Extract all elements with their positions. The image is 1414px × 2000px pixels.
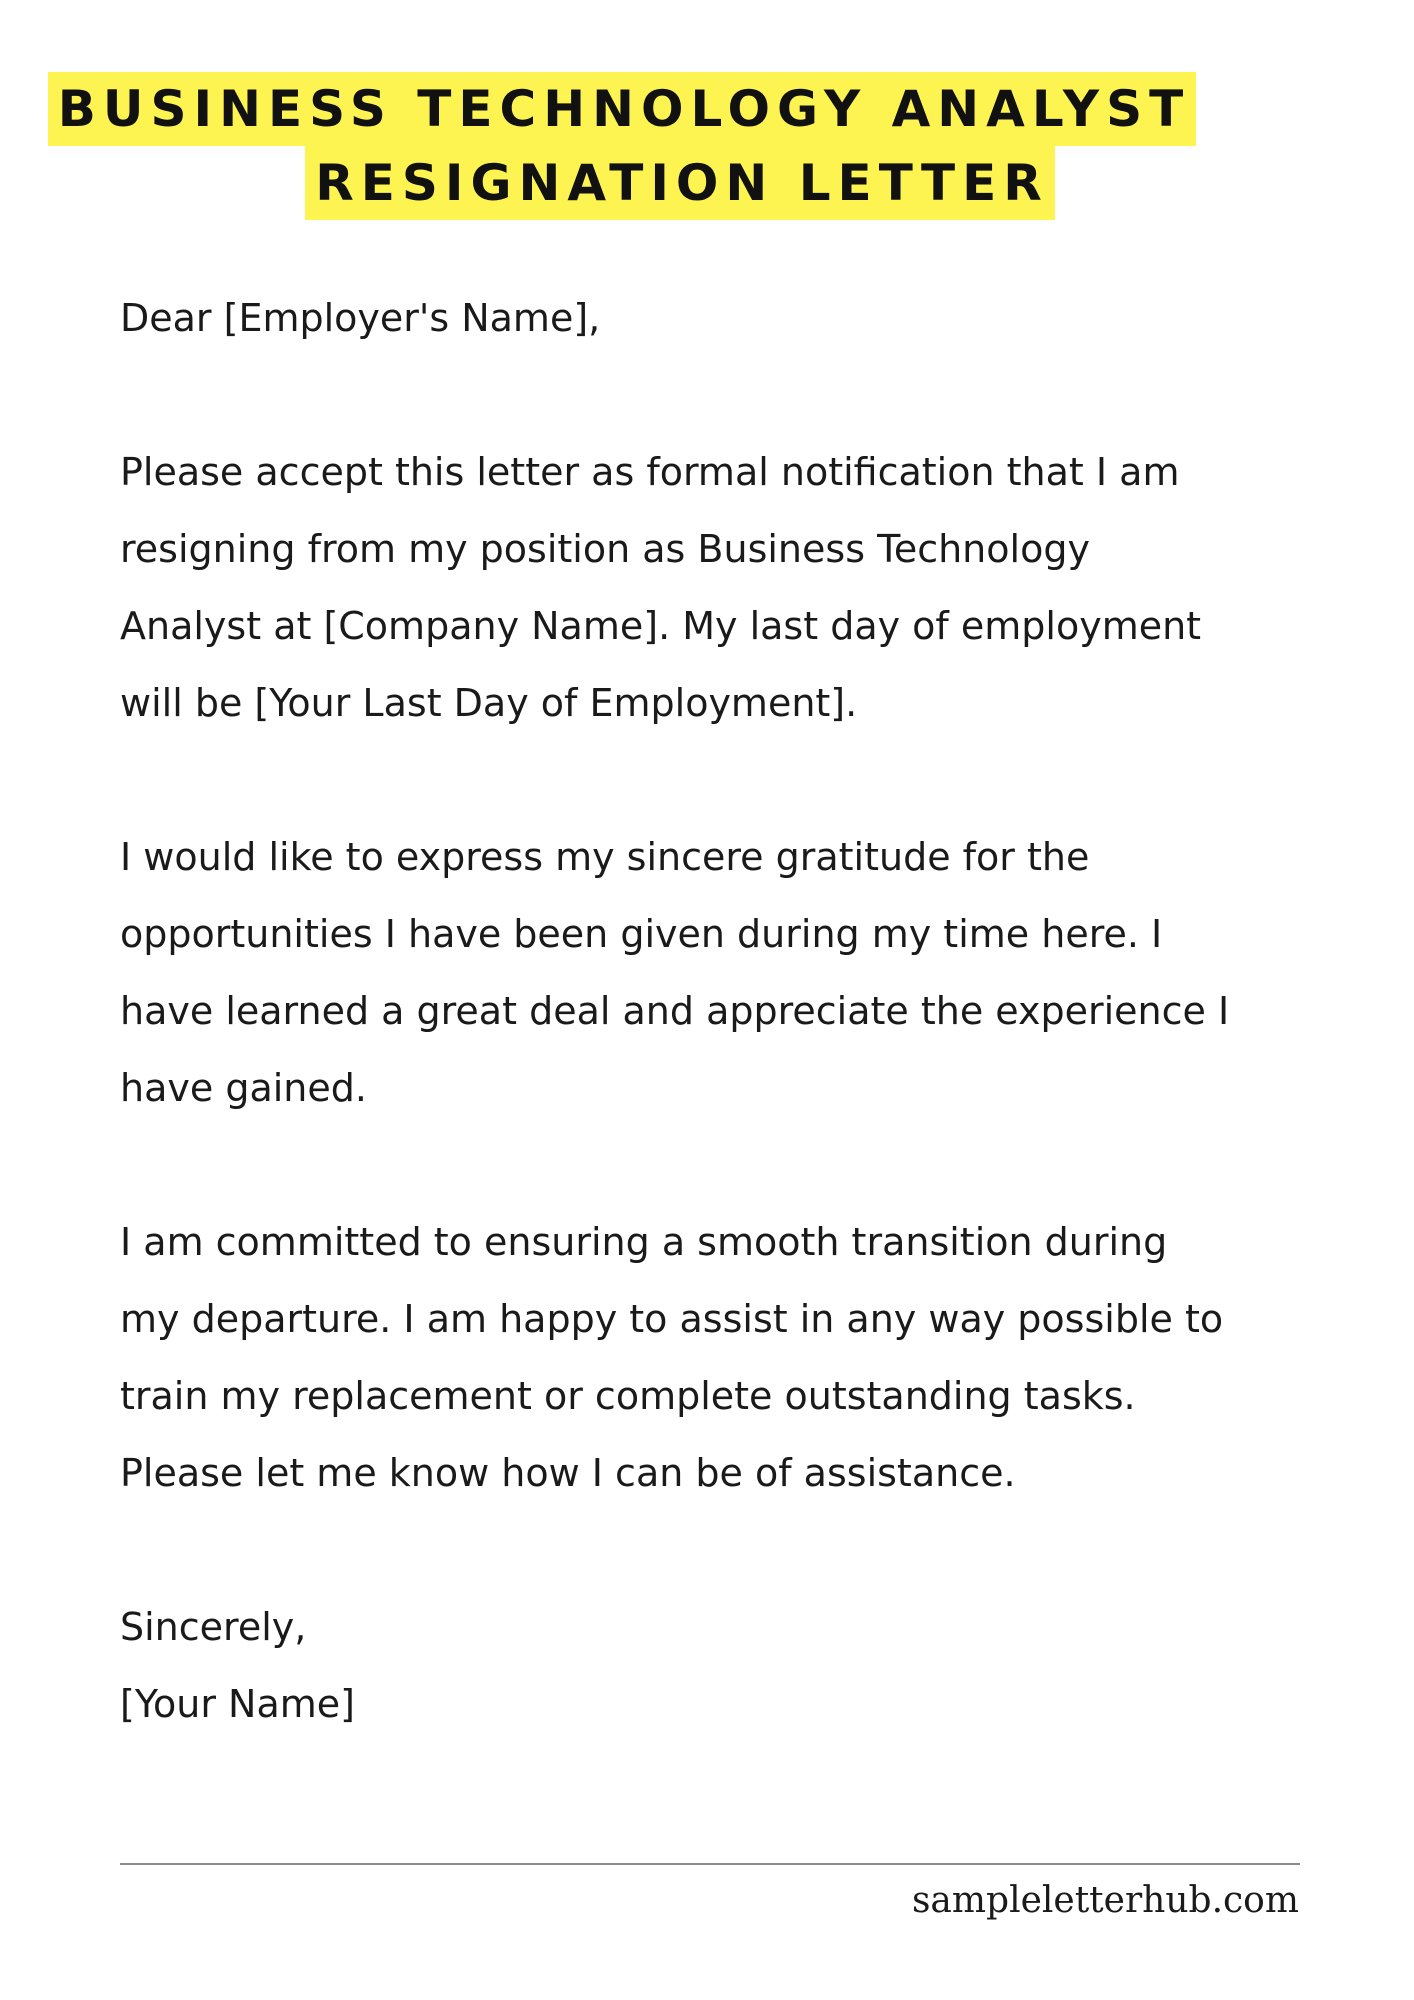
paragraph-transition (120, 1204, 1350, 1512)
paragraph-line: resigning from my position as Business Technology (120, 527, 1090, 571)
title-line-1: BUSINESS TECHNOLOGY ANALYST (48, 72, 1196, 146)
paragraph-line: train my replacement or complete outstanding tasks. (120, 1374, 1136, 1418)
paragraph-line: opportunities I have been given during my time here. I (120, 912, 1163, 956)
paragraph-notification (120, 434, 1350, 742)
footer-website: sampleletterhub.com (911, 1880, 1299, 1921)
closing-block (120, 1589, 1350, 1743)
letter-body (120, 280, 1350, 1743)
paragraph-line: Analyst at [Company Name]. My last day of employment (120, 604, 1202, 648)
paragraph-line: Please accept this letter as formal notification that I am (120, 450, 1180, 494)
letter-title (0, 72, 1414, 220)
paragraph-line: my departure. I am happy to assist in any way possible to (120, 1297, 1224, 1341)
paragraph-line: have learned a great deal and appreciate the experience I (120, 989, 1230, 1033)
paragraph-line: have gained. (120, 1066, 367, 1110)
paragraph-line: I am committed to ensuring a smooth transition during (120, 1220, 1168, 1264)
paragraph-line: will be [Your Last Day of Employment]. (120, 681, 858, 725)
title-line-2: RESIGNATION LETTER (305, 146, 1054, 220)
paragraph-gratitude (120, 819, 1350, 1127)
paragraph-line: I would like to express my sincere gratitude for the (120, 835, 1090, 879)
salutation: Dear [Employer's Name], (120, 296, 601, 340)
paragraph-line: Please let me know how I can be of assistance. (120, 1451, 1016, 1495)
footer-divider (120, 1863, 1300, 1865)
signature: [Your Name] (120, 1682, 355, 1726)
closing: Sincerely, (120, 1605, 307, 1649)
